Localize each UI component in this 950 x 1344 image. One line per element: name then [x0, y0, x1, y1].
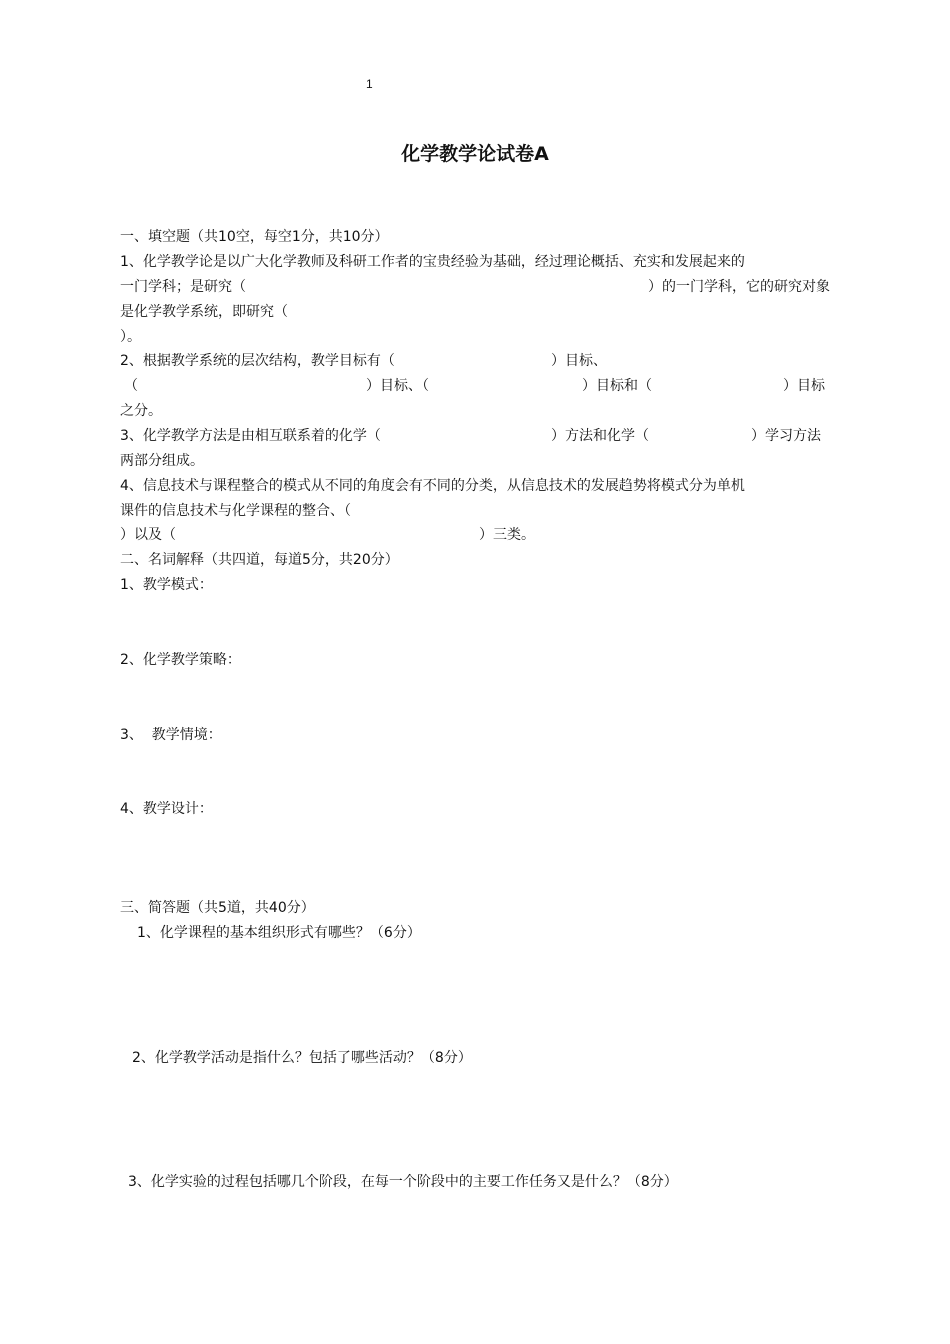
- term-item-4: 4、教学设计：: [120, 801, 213, 817]
- term-item-2: 2、化学教学策略：: [120, 652, 241, 668]
- q2-line2-a: （: [124, 378, 138, 394]
- q3-line1-a: 3、化学教学方法是由相互联系着的化学（: [120, 428, 381, 444]
- q1-line4: ）。: [120, 329, 141, 345]
- term-item-1: 1、教学模式：: [120, 577, 213, 593]
- section2-heading: 二、名词解释（共四道，每道5分，共20分）: [120, 552, 399, 568]
- q3-line2: 两部分组成。: [120, 453, 204, 469]
- q1-line1-text: 1、化学教学论是以广大化学教师及科研工作者的宝贵经验为基础，经过理论概括、充实和发展起来的: [120, 254, 745, 270]
- short-answer-item-2: 2、化学教学活动是指什么？包括了哪些活动？（8分）: [132, 1050, 472, 1066]
- q2-line3: 之分。: [120, 403, 162, 419]
- q2-line1-a: 2、根据教学系统的层次结构，教学目标有（: [120, 353, 395, 369]
- q4-line3-b: ）三类。: [479, 527, 535, 543]
- q1-blank1-close: ）的一门学科，它的研究对象: [648, 279, 830, 295]
- section1-heading: 一、填空题（共10空，每空1分，共10分）: [120, 229, 389, 245]
- page-number: 1: [366, 77, 373, 91]
- section3-heading: 三、简答题（共5道，共40分）: [120, 900, 315, 916]
- page-title: 化学教学论试卷A: [401, 143, 549, 165]
- q4-line1-text: 4、信息技术与课程整合的模式从不同的角度会有不同的分类，从信息技术的发展趋势将模式分为单机: [120, 478, 745, 494]
- q4-line2: 课件的信息技术与化学课程的整合、（: [120, 503, 351, 519]
- q2-line2-c: ）目标和（: [582, 378, 652, 394]
- q2-line2-b: ）目标、（: [366, 378, 429, 394]
- q3-line1-c: ）学习方法: [751, 428, 821, 444]
- short-answer-item-3: 3、化学实验的过程包括哪几个阶段，在每一个阶段中的主要工作任务又是什么？（8分）: [128, 1174, 678, 1190]
- q1-line1: [120, 252, 830, 272]
- q2-line2-d: ）目标: [783, 378, 825, 394]
- short-answer-item-1: 1、化学课程的基本组织形式有哪些？（6分）: [137, 925, 421, 941]
- q1-line3: 是化学教学系统，即研究（: [120, 304, 288, 320]
- q4-line1: [120, 476, 830, 496]
- q2-line1-b: ）目标、: [551, 353, 607, 369]
- q4-line3-a: ）以及（: [120, 527, 176, 543]
- q1-line2: [120, 277, 830, 297]
- q1-blank1-open: 一门学科；是研究（: [120, 279, 246, 295]
- q3-line1-b: ）方法和化学（: [551, 428, 649, 444]
- term-item-3: 3、 教学情境：: [120, 727, 222, 743]
